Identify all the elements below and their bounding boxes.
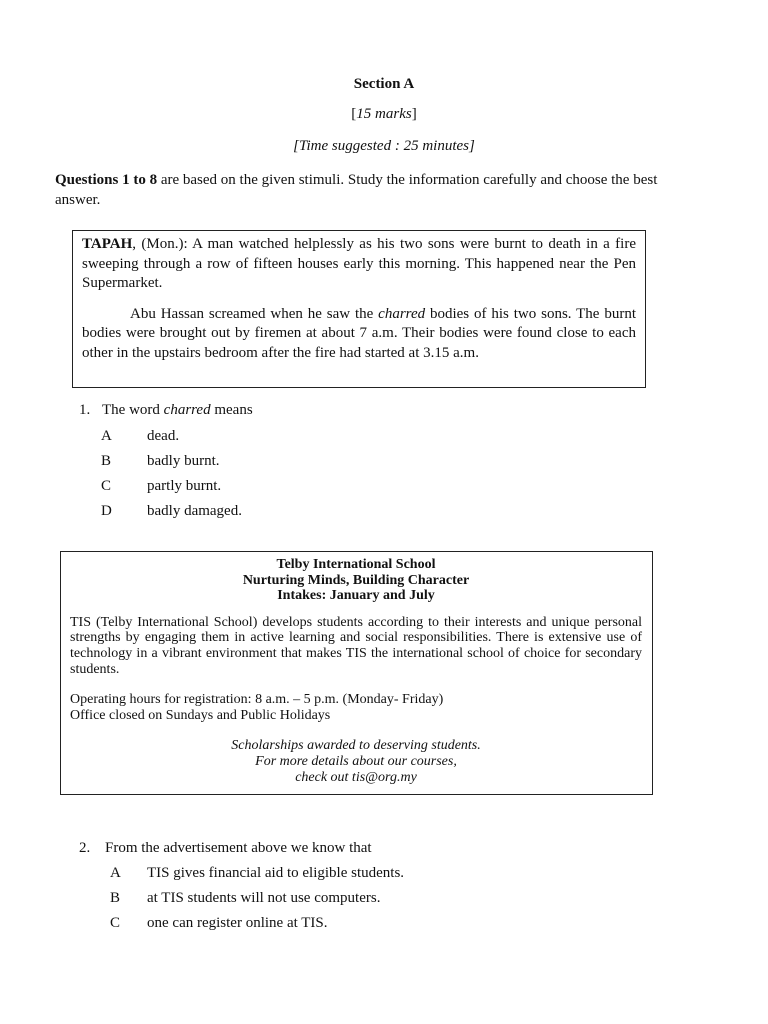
news-dateline: TAPAH [82,236,133,252]
time-suggested: [Time suggested : 25 minutes] [293,138,475,154]
instructions: Questions 1 to 8 are based on the given stimuli. Study the information carefully and choose the best answer. [55,172,658,208]
section-marks: [15 marks] [351,106,417,122]
question-1-option-b[interactable]: B badly burnt. [101,453,220,469]
ad-contact: check out tis@org.my [295,769,417,785]
ad-description: TIS (Telby International School) develops students according to their interests and unique personal strengths by engaging them in active learning and social responsibilities. There is extensive use of technology in a vibrant environment that makes TIS the international school of choice for secondary students. [70,614,642,677]
news-stimulus-box [72,230,646,388]
news-paragraph-2: Abu Hassan screamed when he saw the charred bodies of his two sons. The burnt bodies were brought out by firemen at about 7 a.m. Their bodies were found close to each other in the upstairs bedroom after the fire had started at 3.15 a.m. [82,305,636,361]
ad-operating-hours: Operating hours for registration: 8 a.m. – 5 p.m. (Monday- Friday) [70,692,444,708]
question-1-option-a[interactable]: A dead. [101,428,180,444]
ad-scholarships: Scholarships awarded to deserving students. [231,738,481,754]
question-1-stem: 1. The word charred means [79,402,253,418]
ad-more-details: For more details about our courses, [255,753,457,769]
question-2-option-a[interactable]: A TIS gives financial aid to eligible students. [110,865,405,881]
question-1-option-d[interactable]: D badly damaged. [101,503,242,519]
ad-office-closed: Office closed on Sundays and Public Holidays [70,707,331,723]
question-2-stem: 2. From the advertisement above we know that [79,840,372,856]
news-paragraph-1: TAPAH, (Mon.): A man watched helplessly as his two sons were burnt to death in a fire sweeping through a row of fifteen houses early this morning. This happened near the Pen Supermarket. [82,236,636,291]
ad-intakes: Intakes: January and July [277,588,435,604]
question-1-option-c[interactable]: C partly burnt. [101,478,222,494]
question-2-option-c[interactable]: C one can register online at TIS. [110,915,328,931]
question-2-option-b[interactable]: B at TIS students will not use computers. [110,890,381,906]
advertisement-box [60,551,653,795]
ad-school-name: Telby International School [276,557,436,572]
ad-tagline: Nurturing Minds, Building Character [242,572,470,588]
section-title: Section A [353,76,415,92]
